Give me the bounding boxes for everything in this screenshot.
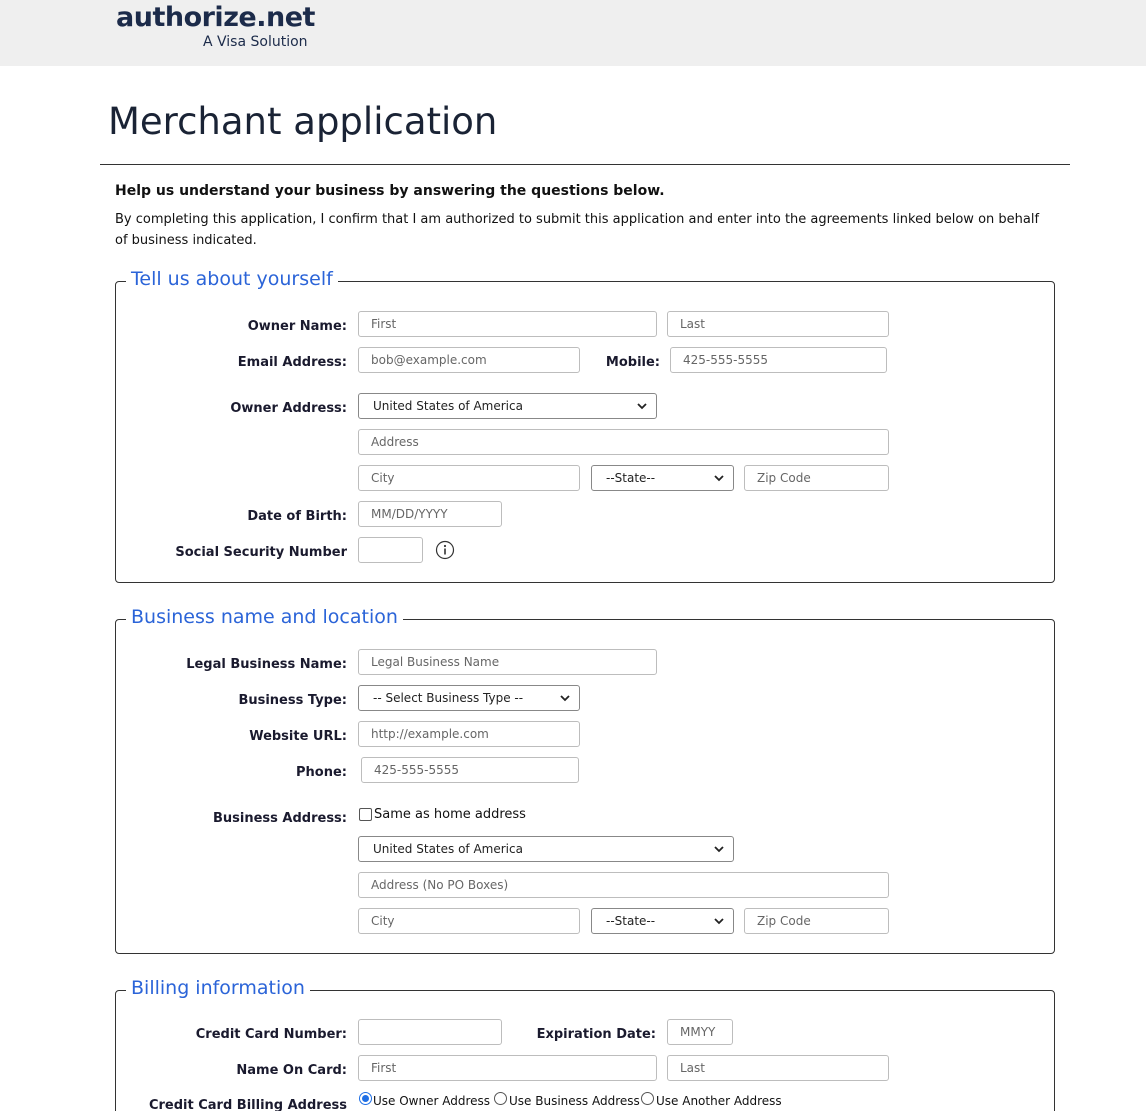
legend-business: Business name and location [126, 606, 403, 628]
legal-business-name-label: Legal Business Name: [186, 657, 347, 672]
logo-wordmark: authorize.net [116, 2, 315, 33]
chevron-down-icon [713, 915, 725, 927]
billing-address-label: Credit Card Billing Address [148, 1098, 347, 1111]
expiration-label: Expiration Date: [536, 1027, 656, 1042]
dob-input[interactable] [358, 501, 502, 527]
legal-business-name-input[interactable] [358, 649, 657, 675]
chevron-down-icon [713, 472, 725, 484]
business-state-value: --State-- [606, 914, 656, 928]
logo-tagline: A Visa Solution [203, 34, 308, 50]
owner-first-name-input[interactable] [358, 311, 657, 337]
header-bar [0, 0, 1146, 66]
owner-state-value: --State-- [606, 471, 656, 485]
radio-label-another-address[interactable]: Use Another Address [656, 1094, 782, 1108]
website-url-label: Website URL: [249, 729, 347, 744]
ssn-input[interactable] [358, 537, 423, 563]
legend-about-yourself: Tell us about yourself [126, 268, 338, 290]
chevron-down-icon [713, 843, 725, 855]
owner-address-input[interactable] [358, 429, 889, 455]
owner-state-select[interactable] [591, 465, 734, 491]
legend-billing: Billing information [126, 977, 310, 999]
expiration-input[interactable] [667, 1019, 733, 1045]
owner-name-label: Owner Name: [247, 319, 347, 334]
owner-address-label: Owner Address: [230, 401, 347, 416]
email-input[interactable] [358, 347, 580, 373]
ssn-label: Social Security Number [175, 545, 347, 560]
title-divider [100, 164, 1070, 165]
chevron-down-icon [559, 692, 571, 704]
business-zip-input[interactable] [744, 908, 889, 934]
business-country-select[interactable] [358, 836, 734, 862]
page-title: Merchant application [108, 100, 498, 143]
radio-use-business-address[interactable] [494, 1092, 507, 1105]
business-phone-input[interactable] [361, 757, 579, 783]
info-icon[interactable] [435, 540, 455, 560]
business-state-select[interactable] [591, 908, 734, 934]
mobile-input[interactable] [670, 347, 887, 373]
radio-label-business-address[interactable]: Use Business Address [509, 1094, 640, 1108]
phone-label: Phone: [296, 765, 347, 780]
authorize-net-logo[interactable] [116, 0, 316, 60]
business-address-input[interactable] [358, 872, 889, 898]
same-as-home-label[interactable]: Same as home address [374, 807, 526, 822]
business-city-input[interactable] [358, 908, 580, 934]
chevron-down-icon [636, 400, 648, 412]
business-country-value: United States of America [373, 842, 523, 856]
dob-label: Date of Birth: [247, 509, 347, 524]
owner-city-input[interactable] [358, 465, 580, 491]
fieldset-business [115, 606, 1055, 954]
name-on-card-label: Name On Card: [236, 1063, 347, 1078]
radio-use-owner-address[interactable] [359, 1092, 372, 1105]
owner-country-select[interactable] [358, 393, 657, 419]
card-number-input[interactable] [358, 1019, 502, 1045]
intro-heading: Help us understand your business by answering the questions below. [115, 183, 665, 199]
same-as-home-checkbox[interactable] [359, 808, 372, 821]
fieldset-billing [115, 977, 1055, 1111]
website-url-input[interactable] [358, 721, 580, 747]
business-type-select[interactable] [358, 685, 580, 711]
fieldset-about-yourself [115, 268, 1055, 583]
owner-last-name-input[interactable] [667, 311, 889, 337]
radio-label-owner-address[interactable]: Use Owner Address [373, 1094, 491, 1108]
radio-use-another-address[interactable] [641, 1092, 654, 1105]
card-last-name-input[interactable] [667, 1055, 889, 1081]
owner-zip-input[interactable] [744, 465, 889, 491]
card-first-name-input[interactable] [358, 1055, 657, 1081]
business-type-label: Business Type: [238, 693, 347, 708]
email-label: Email Address: [237, 355, 347, 370]
business-address-label: Business Address: [212, 811, 347, 826]
intro-text: By completing this application, I confirm that I am authorized to submit this application and enter into the agreements linked below on behalf of business indicated. [115, 212, 1040, 248]
card-number-label: Credit Card Number: [195, 1027, 347, 1042]
mobile-label: Mobile: [605, 355, 660, 370]
owner-country-value: United States of America [373, 399, 523, 413]
business-type-value: -- Select Business Type -- [373, 691, 524, 705]
